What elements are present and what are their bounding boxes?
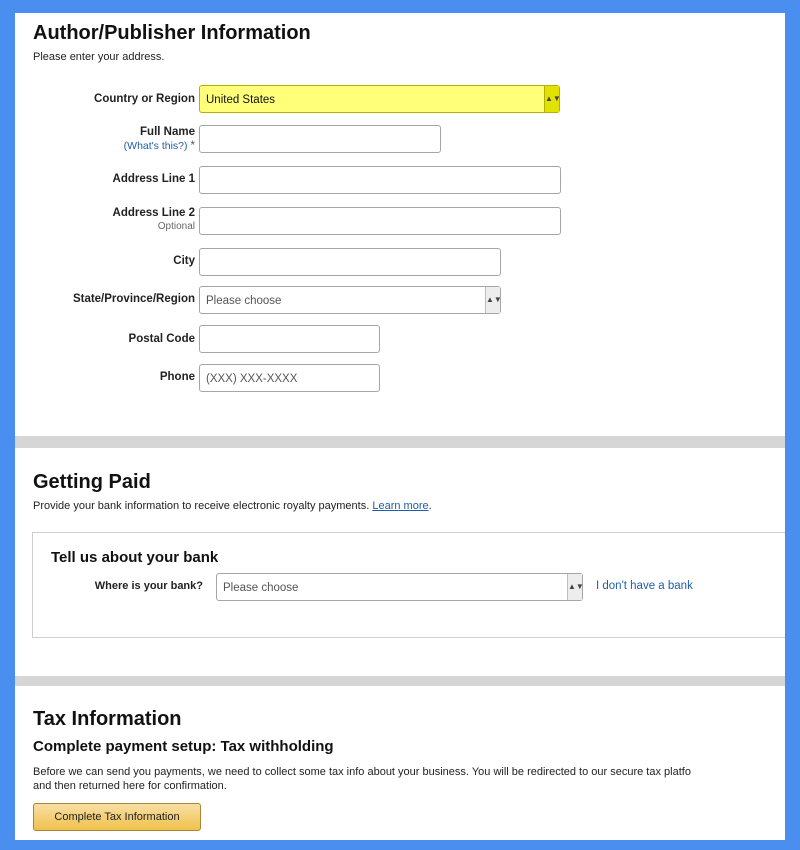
- author-title: Author/Publisher Information: [33, 22, 311, 44]
- author-subtitle: Please enter your address.: [33, 51, 165, 63]
- country-label: Country or Region: [94, 93, 195, 105]
- address1-input[interactable]: [199, 166, 561, 194]
- page-frame: [15, 13, 785, 840]
- bank-panel: [32, 532, 785, 638]
- select-arrows-icon: ▲▼: [544, 86, 559, 112]
- required-mark: *: [190, 140, 195, 152]
- tax-desc-line1: Before we can send you payments, we need to collect some tax info about your business. You will be redirected to our secure tax platfo: [33, 766, 691, 778]
- tax-description: [33, 765, 785, 793]
- address2-optional: Optional: [157, 221, 195, 232]
- learn-more-link[interactable]: Learn more: [372, 500, 429, 512]
- bank-value: Please choose: [223, 582, 299, 594]
- postal-input[interactable]: [199, 325, 380, 353]
- complete-tax-button[interactable]: Complete Tax Information: [33, 803, 201, 831]
- address2-label: [15, 207, 195, 232]
- state-label: State/Province/Region: [72, 293, 195, 305]
- getting-paid-section: [15, 448, 785, 686]
- full-name-label-text: Full Name: [140, 126, 195, 138]
- bank-select[interactable]: [216, 573, 583, 601]
- no-bank-link[interactable]: I don't have a bank: [596, 580, 693, 592]
- select-arrows-icon: ▲▼: [485, 287, 500, 313]
- address2-label-text: Address Line 2: [112, 207, 195, 219]
- full-name-input[interactable]: [199, 125, 441, 153]
- tax-subtitle: Complete payment setup: Tax withholding: [33, 738, 334, 755]
- tax-desc-line2: and then returned here for confirmation.: [33, 780, 227, 792]
- period: .: [428, 500, 432, 512]
- city-input[interactable]: [199, 248, 501, 276]
- whats-this-link[interactable]: (What's this?): [123, 140, 188, 152]
- city-label: City: [173, 255, 195, 267]
- bank-title: Tell us about your bank: [51, 549, 219, 566]
- country-value: United States: [206, 94, 276, 106]
- full-name-label: [15, 126, 195, 152]
- section-divider: [15, 676, 785, 686]
- postal-label: Postal Code: [128, 333, 195, 345]
- getting-paid-title: Getting Paid: [33, 471, 151, 493]
- address1-label: Address Line 1: [112, 173, 195, 185]
- address2-input[interactable]: [199, 207, 561, 235]
- phone-input[interactable]: (XXX) XXX-XXXX: [199, 364, 380, 392]
- section-divider: [15, 436, 785, 448]
- getting-paid-subtitle: [33, 500, 432, 512]
- tax-section: [15, 686, 785, 840]
- state-select[interactable]: [199, 286, 501, 314]
- tax-title: Tax Information: [33, 708, 182, 730]
- select-arrows-icon: ▲▼: [567, 574, 582, 600]
- author-section: [15, 13, 785, 436]
- getting-paid-text: Provide your bank information to receive electronic royalty payments.: [33, 500, 370, 512]
- bank-label: Where is your bank?: [94, 580, 203, 592]
- country-select[interactable]: [199, 85, 560, 113]
- state-value: Please choose: [206, 295, 282, 307]
- phone-label: Phone: [159, 371, 195, 383]
